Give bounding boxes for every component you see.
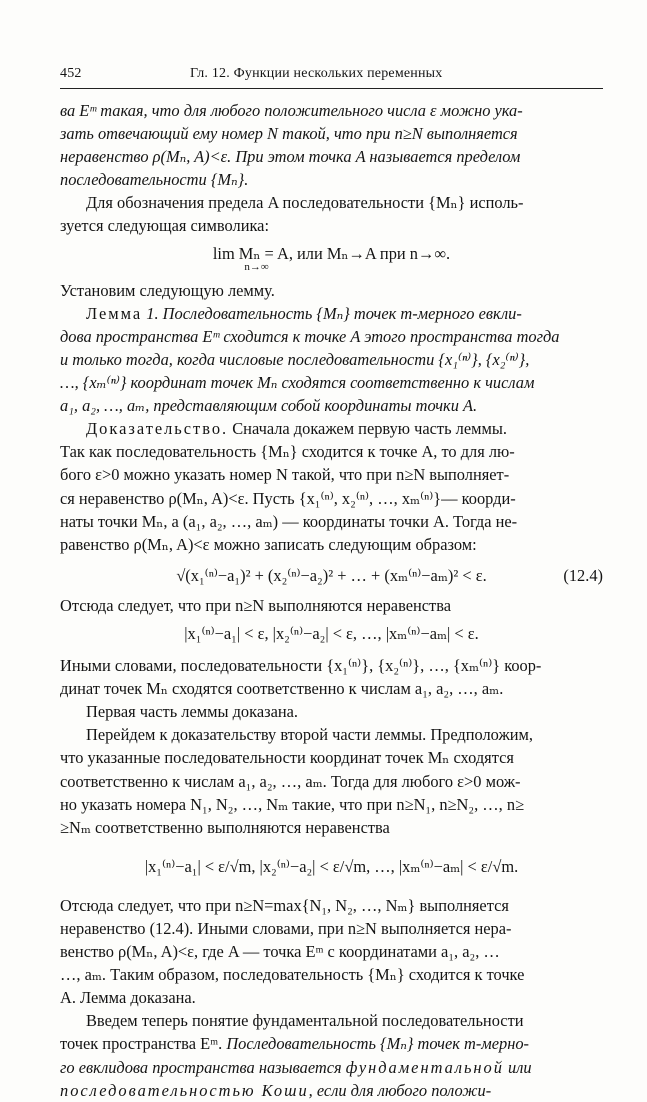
lemma-line [60,302,603,325]
text-line: зать отвечающий ему номер N такой, что при n≥N выполняется [60,124,518,144]
text-line: равенство ρ(Mₙ, A)<ε можно записать следующим образом: [60,534,477,554]
text-line: Отсюда следует, что при n≥N=max{N₁, N₂, …, Nₘ} выполняется [60,895,509,915]
text-line: неравенство (12.4). Иными словами, при n≥N выполняется нера- [60,919,512,938]
text-line: ≥Nₘ соответственно выполняются неравенства [60,817,390,837]
text-line: ва Eᵐ такая, что для любого положительного числа ε можно ука- [60,101,523,120]
page-number: 452 [60,66,82,81]
term-fundamental: фундаментальной [345,1057,504,1077]
proof-line [60,417,603,440]
body-text [60,99,603,1102]
text-line: Введем теперь понятие фундаментальной последовательности [86,1011,524,1031]
proof-label: Доказательство. [86,419,229,439]
text-line: и только тогда, когда числовые последовательности {x₁⁽ⁿ⁾}, {x₂⁽ⁿ⁾}, [60,349,530,369]
text-line: A. Лемма доказана. [60,988,196,1008]
text-line: a₁, a₂, …, aₘ, представляющим собой координаты точки A. [60,396,478,416]
text-line: Отсюда следует, что при n≥N выполняются неравенства [60,595,452,615]
proof-text: Сначала докажем первую часть леммы. [228,419,507,439]
definition-text: Последовательность {Mₙ} точек m-мерно- [226,1034,530,1054]
definition-text: или [503,1057,532,1077]
lemma-label: Лемма [86,303,143,323]
text-line: Первая часть леммы доказана. [86,702,298,722]
text-line: Так как последовательность {Mₙ} сходится к точке A, то для лю- [60,442,515,462]
formula-12-4-body: √(x₁⁽ⁿ⁾−a₁)² + (x₂⁽ⁿ⁾−a₂)² + … + (xₘ⁽ⁿ⁾−aₘ)² < ε. [176,565,487,585]
text-line: Перейдем к доказательству второй части леммы. Предположим, [86,725,534,745]
chapter-title: Гл. 12. Функции нескольких переменных [190,66,443,81]
text-fragment: точек пространства Eᵐ. [60,1034,227,1054]
text-line: неравенство ρ(Mₙ, A)<ε. При этом точка A называется пределом [60,147,521,167]
text-line: венство ρ(Mₙ, A)<ε, где A — точка Eᵐ с координатами a₁, a₂, … [60,942,500,962]
text-line: наты точки Mₙ, а (a₁, a₂, …, aₘ) — координаты точки A. Тогда не- [60,511,518,531]
text-line: Для обозначения предела A последовательности {Mₙ} исполь- [86,193,524,213]
text-line: бого ε>0 можно указать номер N такой, что при n≥N выполняет- [60,465,510,485]
text-line: Установим следующую лемму. [60,280,275,300]
term-cauchy-sequence: последовательностью Коши [60,1080,309,1100]
definition-text: , если для любого положи- [308,1080,492,1100]
equation-number: (12.4) [563,565,603,585]
text-line: но указать номера N₁, N₂, …, Nₘ такие, что при n≥N₁, n≥N₂, …, n≥ [60,794,525,814]
text-line [60,1056,603,1079]
text-line: ся неравенство ρ(Mₙ, A)<ε. Пусть {x₁⁽ⁿ⁾, x₂⁽ⁿ⁾, …, xₘ⁽ⁿ⁾}— коорди- [60,488,516,508]
text-line [60,1032,603,1055]
text-line: зуется следующая символика: [60,216,270,236]
text-line: последовательности {Mₙ}. [60,170,249,190]
sqrt-inequalities-formula: |x₁⁽ⁿ⁾−a₁| < ε/√m, |x₂⁽ⁿ⁾−a₂| < ε/√m, …, |xₘ⁽ⁿ⁾−aₘ| < ε/√m. [144,856,519,876]
text-line: соответственно к числам a₁, a₂, …, aₘ. Тогда для любого ε>0 мож- [60,771,521,791]
text-line: что указанные последовательности координат точек Mₙ сходятся [60,748,514,768]
text-line: …, {xₘ⁽ⁿ⁾} координат точек Mₙ сходятся соответственно к числам [60,373,535,393]
text-line: дова пространства Eᵐ сходится к точке A этого пространства тогда [60,326,560,346]
limit-formula: lim Mₙ = A, или Mₙ→A при n→∞. [212,243,451,263]
formula-12-4 [60,564,603,587]
text-line: динат точек Mₙ сходятся соответственно к числам a₁, a₂, …, aₘ. [60,679,504,699]
limit-subscript: n→∞ [244,260,269,273]
inequalities-formula: |x₁⁽ⁿ⁾−a₁| < ε, |x₂⁽ⁿ⁾−a₂| < ε, …, |xₘ⁽ⁿ⁾−aₘ| < ε. [184,623,479,643]
text-line: …, aₘ. Таким образом, последовательность {Mₙ} сходится к точке [60,965,525,985]
text-line: Иными словами, последовательности {x₁⁽ⁿ⁾}, {x₂⁽ⁿ⁾}, …, {xₘ⁽ⁿ⁾} коор- [60,656,542,676]
text-line [60,1079,603,1102]
lemma-text: 1. Последовательность {Mₙ} точек m-мерного евкли- [142,303,522,323]
definition-text: го евклидова пространства называется [60,1057,346,1077]
running-header [60,66,603,89]
